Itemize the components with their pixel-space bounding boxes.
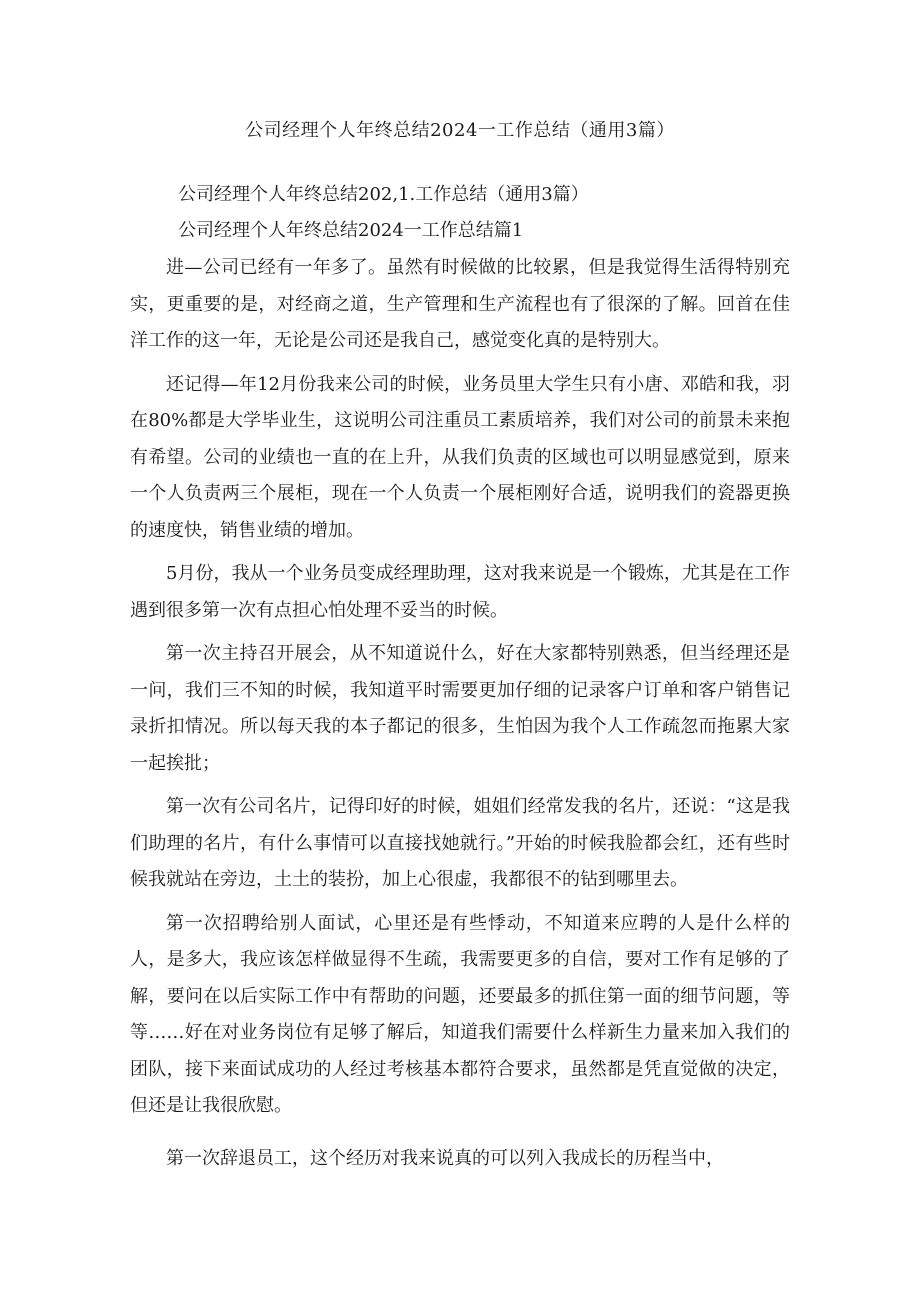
section-heading: 公司经理个人年终总结2024一工作总结篇1 xyxy=(178,220,524,241)
paragraph: 还记得—年12月份我来公司的时候，业务员里大学生只有小唐、邓皓和我，羽在80%都是大学毕业生，这说明公司注重员工素质培养，我们对公司的前景未来抱有希望。公司的业绩也一直的在上升，从我们负责的区域也可以明显感觉到，原来一个人负责两三个展柜，现在一个人负责一个展柜刚好合适，说明我们的瓷器更换的速度快，销售业绩的增加。 xyxy=(130,373,790,541)
paragraph: 第一次辞退员工，这个经历对我来说真的可以列入我成长的历程当中， xyxy=(166,1147,724,1169)
paragraph: 第一次主持召开展会，从不知道说什么，好在大家都特别熟悉，但当经理还是一问，我们三不知的时候，我知道平时需要更加仔细的记录客户订单和客户销售记录折扣情况。所以每天我的本子都记的很多，生怕因为我个人工作疏忽而拖累大家一起挨批； xyxy=(130,643,790,774)
document-body xyxy=(130,250,790,1184)
paragraph: 第一次招聘给别人面试，心里还是有些悸动，不知道来应聘的人是什么样的人，是多大，我应该怎样做显得不生疏，我需要更多的自信，要对工作有足够的了解，要问在以后实际工作中有帮助的问题，还要最多的抓住第一面的细节问题，等等……好在对业务岗位有足够了解后，知道我们需要什么样新生力量来加入我们的团队，接下来面试成功的人经过考核基本都符合要求，虽然都是凭直觉做的决定，但还是让我很欣慰。 xyxy=(130,912,790,1116)
document-subtitle: 公司经理个人年终总结202,1.工作总结（通用3篇） xyxy=(178,184,589,205)
paragraph: 5月份，我从一个业务员变成经理助理，这对我来说是一个锻炼，尤其是在工作遇到很多第一次有点担心怕处理不妥当的时候。 xyxy=(130,563,790,621)
document-title: 公司经理个人年终总结2024一工作总结（通用3篇） xyxy=(245,120,675,141)
paragraph: 第一次有公司名片，记得印好的时候，姐姐们经常发我的名片，还说：“这是我们助理的名片，有什么事情可以直接找她就行。”开始的时候我脸都会红，还有些时候我就站在旁边，土土的装扮，加上心很虚，我都很不的钻到哪里去。 xyxy=(130,796,790,890)
paragraph: 进—公司已经有一年多了。虽然有时候做的比较累，但是我觉得生活得特别充实，更重要的是，对经商之道，生产管理和生产流程也有了很深的了解。回首在佳洋工作的这一年，无论是公司还是我自己，感觉变化真的是特别大。 xyxy=(130,257,790,351)
